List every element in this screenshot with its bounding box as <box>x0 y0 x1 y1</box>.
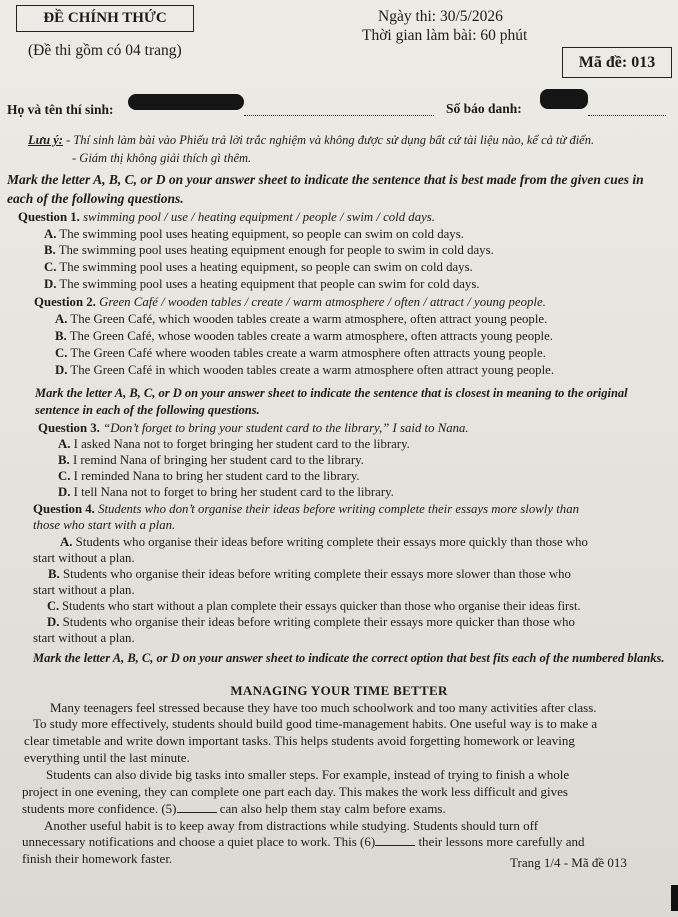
note-line-2: - Giám thị không giải thích gì thêm. <box>72 151 252 165</box>
passage-p1-line-3: clear timetable and write down important tasks. This helps students avoid forgetting homework or leaving <box>24 733 575 748</box>
redacted-id <box>540 89 588 109</box>
q2-option-c: C. The Green Café where wooden tables create a warm atmosphere often attracts young people. <box>55 346 546 360</box>
name-dotted-line <box>244 115 434 116</box>
passage-p3-line-3: finish their homework faster. <box>22 851 173 866</box>
note-text-1: - Thí sinh làm bài vào Phiếu trả lời trắc nghiệm và không được sử dụng bất cứ tài liệu nào, kể cả từ điển. <box>66 133 595 147</box>
passage-p3-line-2: unnecessary notifications and choose a quiet place to work. This (6) their lessons more carefully and <box>22 834 585 849</box>
q4-option-b: B. Students who organise their ideas before writing complete their essays more slower than those who <box>48 567 571 581</box>
q3-option-d: D. I tell Nana not to forget to bring her student card to the library. <box>58 485 394 499</box>
question-4 <box>33 502 579 517</box>
q1-option-d: D. The swimming pool uses a heating equipment that people can swim for cold days. <box>44 277 480 291</box>
q2-option-a: A. The Green Café, which wooden tables create a warm atmosphere, often attract young people. <box>55 312 548 326</box>
q2-option-b: B. The Green Café, whose wooden tables create a warm atmosphere, often attracts young people. <box>55 329 553 343</box>
question-1 <box>18 210 435 225</box>
question-1-prompt: swimming pool / use / heating equipment / people / swim / cold days. <box>83 210 435 224</box>
exam-code-box: Mã đề: 013 <box>562 47 672 78</box>
photo-edge-shadow <box>671 885 678 911</box>
redacted-name <box>128 94 244 110</box>
passage-p1-line-4: everything until the last minute. <box>24 750 190 765</box>
exam-date: Ngày thi: 30/5/2026 <box>378 8 503 25</box>
id-dotted-line <box>588 115 666 116</box>
official-exam-box: ĐỀ CHÍNH THỨC <box>16 5 194 32</box>
q3-option-a: A. I asked Nana not to forget bringing her student card to the library. <box>58 437 410 451</box>
question-2-prompt: Green Café / wooden tables / create / warm atmosphere / often / attract / young people. <box>99 295 546 309</box>
q1-option-c: C. The swimming pool uses a heating equipment, so people can swim on cold days. <box>44 260 473 274</box>
q4-option-c: C. Students who start without a plan complete their essays quicker than those who organise their ideas first. <box>47 599 581 613</box>
page-count: (Đề thi gồm có 04 trang) <box>28 42 182 59</box>
question-2 <box>34 295 546 310</box>
q4-option-d: D. Students who organise their ideas before writing complete their essays more quicker than those who <box>47 615 575 629</box>
section3-instruction: Mark the letter A, B, C, or D on your answer sheet to indicate the correct option that best fits each of the numbered blanks. <box>33 651 665 665</box>
time-limit: Thời gian làm bài: 60 phút <box>362 27 528 44</box>
q1-option-b: B. The swimming pool uses heating equipment enough for people to swim in cold days. <box>44 243 494 257</box>
question-3-number: Question 3. <box>38 421 100 435</box>
candidate-name-label: Họ và tên thí sinh: <box>7 102 114 117</box>
blank-6 <box>375 834 415 846</box>
question-4-prompt-line-1: Students who don’t organise their ideas before writing complete their essays more slowly than <box>98 502 579 516</box>
section2-instruction: Mark the letter A, B, C, or D on your answer sheet to indicate the sentence that is closest in meaning to the original sentence in each of the following questions. <box>35 386 628 417</box>
q4-option-a-cont: start without a plan. <box>33 551 135 565</box>
passage-title: MANAGING YOUR TIME BETTER <box>230 683 448 698</box>
note-line-1 <box>28 133 594 148</box>
question-2-number: Question 2. <box>34 295 96 309</box>
blank-5 <box>177 801 217 813</box>
question-4-prompt-line-2: those who start with a plan. <box>33 518 176 532</box>
q4-option-d-cont: start without a plan. <box>33 631 135 645</box>
passage-p1-line-2: To study more effectively, students should build good time-management habits. One useful way is to make a <box>33 716 598 731</box>
section1-instruction: Mark the letter A, B, C, or D on your answer sheet to indicate the sentence that is best made from the given cues in each of the following questions. <box>7 172 644 206</box>
passage-p2-line-3: students more confidence. (5) can also help them stay calm before exams. <box>22 801 446 816</box>
q4-option-b-cont: start without a plan. <box>33 583 135 597</box>
question-4-number: Question 4. <box>33 502 95 516</box>
note-label: Lưu ý: <box>28 133 63 147</box>
page-footer: Trang 1/4 - Mã đề 013 <box>510 855 627 870</box>
q2-option-d: D. The Green Café in which wooden tables create a warm atmosphere often attract young people. <box>55 363 555 377</box>
question-3-prompt: “Don’t forget to bring your student card to the library,” I said to Nana. <box>103 421 469 435</box>
passage-p1-line-1: Many teenagers feel stressed because they have too much schoolwork and too many activities after class. <box>50 700 597 715</box>
question-3 <box>38 421 469 436</box>
question-1-number: Question 1. <box>18 210 80 224</box>
q3-option-c: C. I reminded Nana to bring her student card to the library. <box>58 469 360 483</box>
passage-p2-line-1: Students can also divide big tasks into smaller steps. For example, instead of trying to finish a whole <box>46 767 570 782</box>
passage-p2-line-2: project in one evening, they can complete one part each day. This makes the work less difficult and gives <box>22 784 568 799</box>
candidate-id-label: Số báo danh: <box>446 101 522 116</box>
q1-option-a: A. The swimming pool uses heating equipment, so people can swim on cold days. <box>44 227 464 241</box>
passage-p3-line-1: Another useful habit is to keep away from distractions while studying. Students should turn off <box>44 818 539 833</box>
q3-option-b: B. I remind Nana of bringing her student card to the library. <box>58 453 364 467</box>
q4-option-a: A. Students who organise their ideas before writing complete their essays more quickly than those who <box>60 535 588 549</box>
